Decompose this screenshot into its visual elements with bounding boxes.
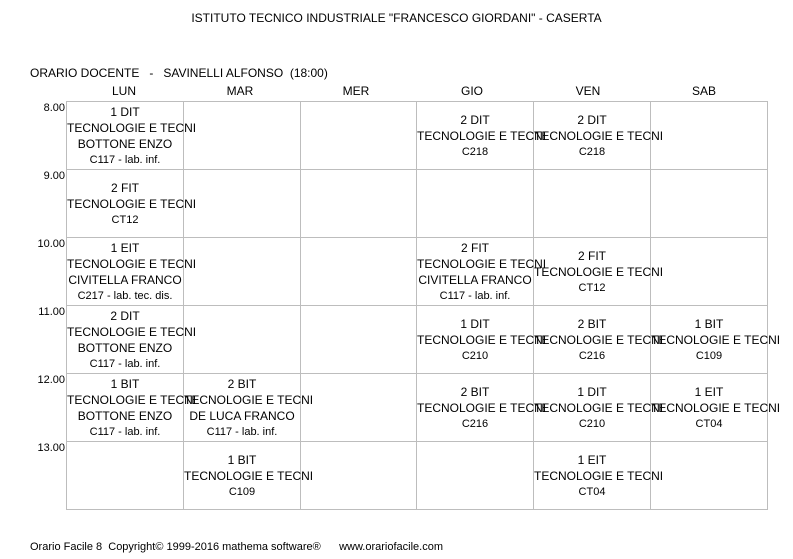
timetable-cell bbox=[417, 374, 547, 442]
lesson-entry bbox=[417, 102, 547, 160]
lesson-room: C218 bbox=[578, 146, 606, 158]
lesson-entry bbox=[417, 306, 547, 364]
day-header-mer: MER bbox=[342, 84, 370, 98]
lesson-subject: TECNOLOGIE E TECNI bbox=[184, 393, 314, 407]
timetable-cell bbox=[67, 374, 197, 442]
lesson-entry bbox=[184, 374, 314, 440]
lesson-subject: TECNOLOGIE E TECNI bbox=[534, 129, 664, 143]
lesson-teacher: DE LUCA FRANCO bbox=[189, 409, 295, 423]
timetable-cell bbox=[417, 102, 547, 170]
timetable-cell bbox=[301, 442, 417, 510]
timetable-row bbox=[67, 442, 768, 510]
lesson-subject: TECNOLOGIE E TECNI bbox=[534, 401, 664, 415]
timetable-cell bbox=[301, 374, 417, 442]
lesson-teacher: CIVITELLA FRANCO bbox=[418, 273, 532, 287]
lesson-entry bbox=[184, 442, 314, 500]
timetable-grid bbox=[66, 101, 781, 510]
day-header-ven: VEN bbox=[575, 84, 601, 98]
timetable-row bbox=[67, 374, 768, 442]
lesson-class: 2 FIT bbox=[460, 241, 489, 255]
lesson-entry bbox=[651, 374, 781, 432]
timetable-cell bbox=[417, 238, 547, 306]
timetable-cell bbox=[417, 442, 534, 510]
lesson-class: 2 DIT bbox=[110, 309, 140, 323]
lesson-entry bbox=[67, 238, 197, 304]
lesson-teacher: CIVITELLA FRANCO bbox=[68, 273, 182, 287]
lesson-class: 2 FIT bbox=[110, 181, 139, 195]
lesson-room: C117 - lab. inf. bbox=[89, 426, 161, 438]
timetable-cell bbox=[301, 102, 417, 170]
lesson-teacher: BOTTONE ENZO bbox=[77, 409, 173, 423]
page-title: ISTITUTO TECNICO INDUSTRIALE "FRANCESCO GIORDANI" - CASERTA bbox=[191, 11, 602, 25]
lesson-room: C216 bbox=[461, 418, 489, 430]
timetable-cell bbox=[184, 306, 301, 374]
timetable-row bbox=[67, 170, 768, 238]
day-header-sab: SAB bbox=[691, 84, 716, 98]
lesson-subject: TECNOLOGIE E TECNI bbox=[67, 197, 197, 211]
lesson-room: C210 bbox=[461, 350, 489, 362]
lesson-room: C210 bbox=[578, 418, 606, 430]
lesson-room: C109 bbox=[695, 350, 723, 362]
timetable-cell bbox=[301, 306, 417, 374]
lesson-subject: TECNOLOGIE E TECNI bbox=[67, 257, 197, 271]
lesson-class: 1 EIT bbox=[110, 241, 140, 255]
timetable-cell bbox=[67, 306, 197, 374]
lesson-subject: TECNOLOGIE E TECNI bbox=[534, 333, 664, 347]
lesson-room: C117 - lab. inf. bbox=[89, 154, 161, 166]
timetable-cell bbox=[651, 442, 768, 510]
lesson-room: C216 bbox=[578, 350, 606, 362]
timetable-cell bbox=[301, 170, 417, 238]
lesson-subject: TECNOLOGIE E TECNI bbox=[67, 325, 197, 339]
lesson-room: CT12 bbox=[111, 214, 139, 226]
lesson-teacher: BOTTONE ENZO bbox=[77, 137, 173, 151]
lesson-class: 2 DIT bbox=[460, 113, 490, 127]
timetable-cell bbox=[651, 374, 781, 442]
lesson-subject: TECNOLOGIE E TECNI bbox=[67, 121, 197, 135]
lesson-room: CT04 bbox=[695, 418, 723, 430]
timetable-cell bbox=[67, 102, 197, 170]
lesson-entry bbox=[534, 442, 664, 500]
lesson-class: 2 BIT bbox=[577, 317, 607, 331]
lesson-subject: TECNOLOGIE E TECNI bbox=[534, 265, 664, 279]
lesson-entry bbox=[67, 102, 197, 168]
teacher-subtitle: ORARIO DOCENTE - SAVINELLI ALFONSO (18:00) bbox=[30, 66, 328, 80]
lesson-room: CT12 bbox=[578, 282, 606, 294]
lesson-class: 1 BIT bbox=[227, 453, 257, 467]
timetable-row bbox=[67, 102, 768, 170]
timetable-cell bbox=[67, 442, 184, 510]
lesson-class: 1 DIT bbox=[110, 105, 140, 119]
day-header-gio: GIO bbox=[460, 84, 483, 98]
lesson-room: CT04 bbox=[578, 486, 606, 498]
timetable-cell bbox=[67, 238, 197, 306]
lesson-subject: TECNOLOGIE E TECNI bbox=[417, 257, 547, 271]
lesson-teacher: BOTTONE ENZO bbox=[77, 341, 173, 355]
timetable-row bbox=[67, 238, 768, 306]
lesson-subject: TECNOLOGIE E TECNI bbox=[184, 469, 314, 483]
time-label: 10.00 bbox=[37, 238, 65, 250]
time-label: 9.00 bbox=[43, 170, 65, 182]
time-label: 12.00 bbox=[37, 374, 65, 386]
timetable-cell bbox=[67, 170, 197, 238]
day-header-lun: LUN bbox=[111, 84, 136, 98]
lesson-class: 2 DIT bbox=[577, 113, 607, 127]
lesson-room: C217 - lab. tec. dis. bbox=[77, 290, 173, 302]
timetable-cell bbox=[301, 238, 417, 306]
day-header-mar: MAR bbox=[226, 84, 254, 98]
lesson-class: 2 FIT bbox=[577, 249, 606, 263]
time-label: 13.00 bbox=[37, 442, 65, 454]
lesson-entry bbox=[67, 374, 197, 440]
timetable-cell bbox=[651, 102, 768, 170]
lesson-entry bbox=[534, 238, 664, 296]
lesson-subject: TECNOLOGIE E TECNI bbox=[534, 469, 664, 483]
lesson-class: 1 BIT bbox=[110, 377, 140, 391]
lesson-subject: TECNOLOGIE E TECNI bbox=[417, 333, 547, 347]
footer-copyright: Orario Facile 8 Copyright© 1999-2016 mathema software® www.orariofacile.com bbox=[30, 541, 443, 553]
timetable-cell bbox=[184, 374, 314, 442]
lesson-entry bbox=[534, 102, 664, 160]
lesson-entry bbox=[534, 374, 664, 432]
lesson-room: C218 bbox=[461, 146, 489, 158]
lesson-room: C109 bbox=[228, 486, 256, 498]
lesson-class: 1 EIT bbox=[694, 385, 724, 399]
lesson-class: 2 BIT bbox=[460, 385, 490, 399]
time-label: 8.00 bbox=[43, 102, 65, 114]
lesson-room: C117 - lab. inf. bbox=[439, 290, 511, 302]
timetable-cell bbox=[534, 306, 664, 374]
timetable-cell bbox=[184, 442, 314, 510]
lesson-subject: TECNOLOGIE E TECNI bbox=[417, 401, 547, 415]
lesson-room: C117 - lab. inf. bbox=[89, 358, 161, 370]
lesson-subject: TECNOLOGIE E TECNI bbox=[67, 393, 197, 407]
lesson-subject: TECNOLOGIE E TECNI bbox=[417, 129, 547, 143]
timetable-cell bbox=[534, 102, 664, 170]
lesson-entry bbox=[417, 238, 547, 304]
timetable-cell bbox=[534, 170, 651, 238]
timetable-cell bbox=[534, 238, 664, 306]
time-label: 11.00 bbox=[38, 306, 65, 318]
timetable-cell bbox=[651, 238, 768, 306]
lesson-entry bbox=[67, 170, 197, 228]
lesson-subject: TECNOLOGIE E TECNI bbox=[651, 401, 781, 415]
lesson-entry bbox=[417, 374, 547, 432]
timetable-cell bbox=[417, 306, 547, 374]
lesson-entry bbox=[651, 306, 781, 364]
timetable-cell bbox=[651, 170, 768, 238]
lesson-class: 1 DIT bbox=[460, 317, 490, 331]
timetable-cell bbox=[651, 306, 781, 374]
timetable-cell bbox=[417, 170, 534, 238]
lesson-subject: TECNOLOGIE E TECNI bbox=[651, 333, 781, 347]
lesson-entry bbox=[67, 306, 197, 372]
lesson-class: 1 EIT bbox=[577, 453, 607, 467]
lesson-room: C117 - lab. inf. bbox=[206, 426, 278, 438]
timetable-cell bbox=[534, 442, 664, 510]
lesson-class: 2 BIT bbox=[227, 377, 257, 391]
timetable-cell bbox=[184, 102, 301, 170]
timetable-cell bbox=[534, 374, 664, 442]
lesson-class: 1 BIT bbox=[694, 317, 724, 331]
lesson-entry bbox=[534, 306, 664, 364]
timetable-cell bbox=[184, 238, 301, 306]
lesson-class: 1 DIT bbox=[577, 385, 607, 399]
timetable-cell bbox=[184, 170, 301, 238]
timetable-row bbox=[67, 306, 768, 374]
